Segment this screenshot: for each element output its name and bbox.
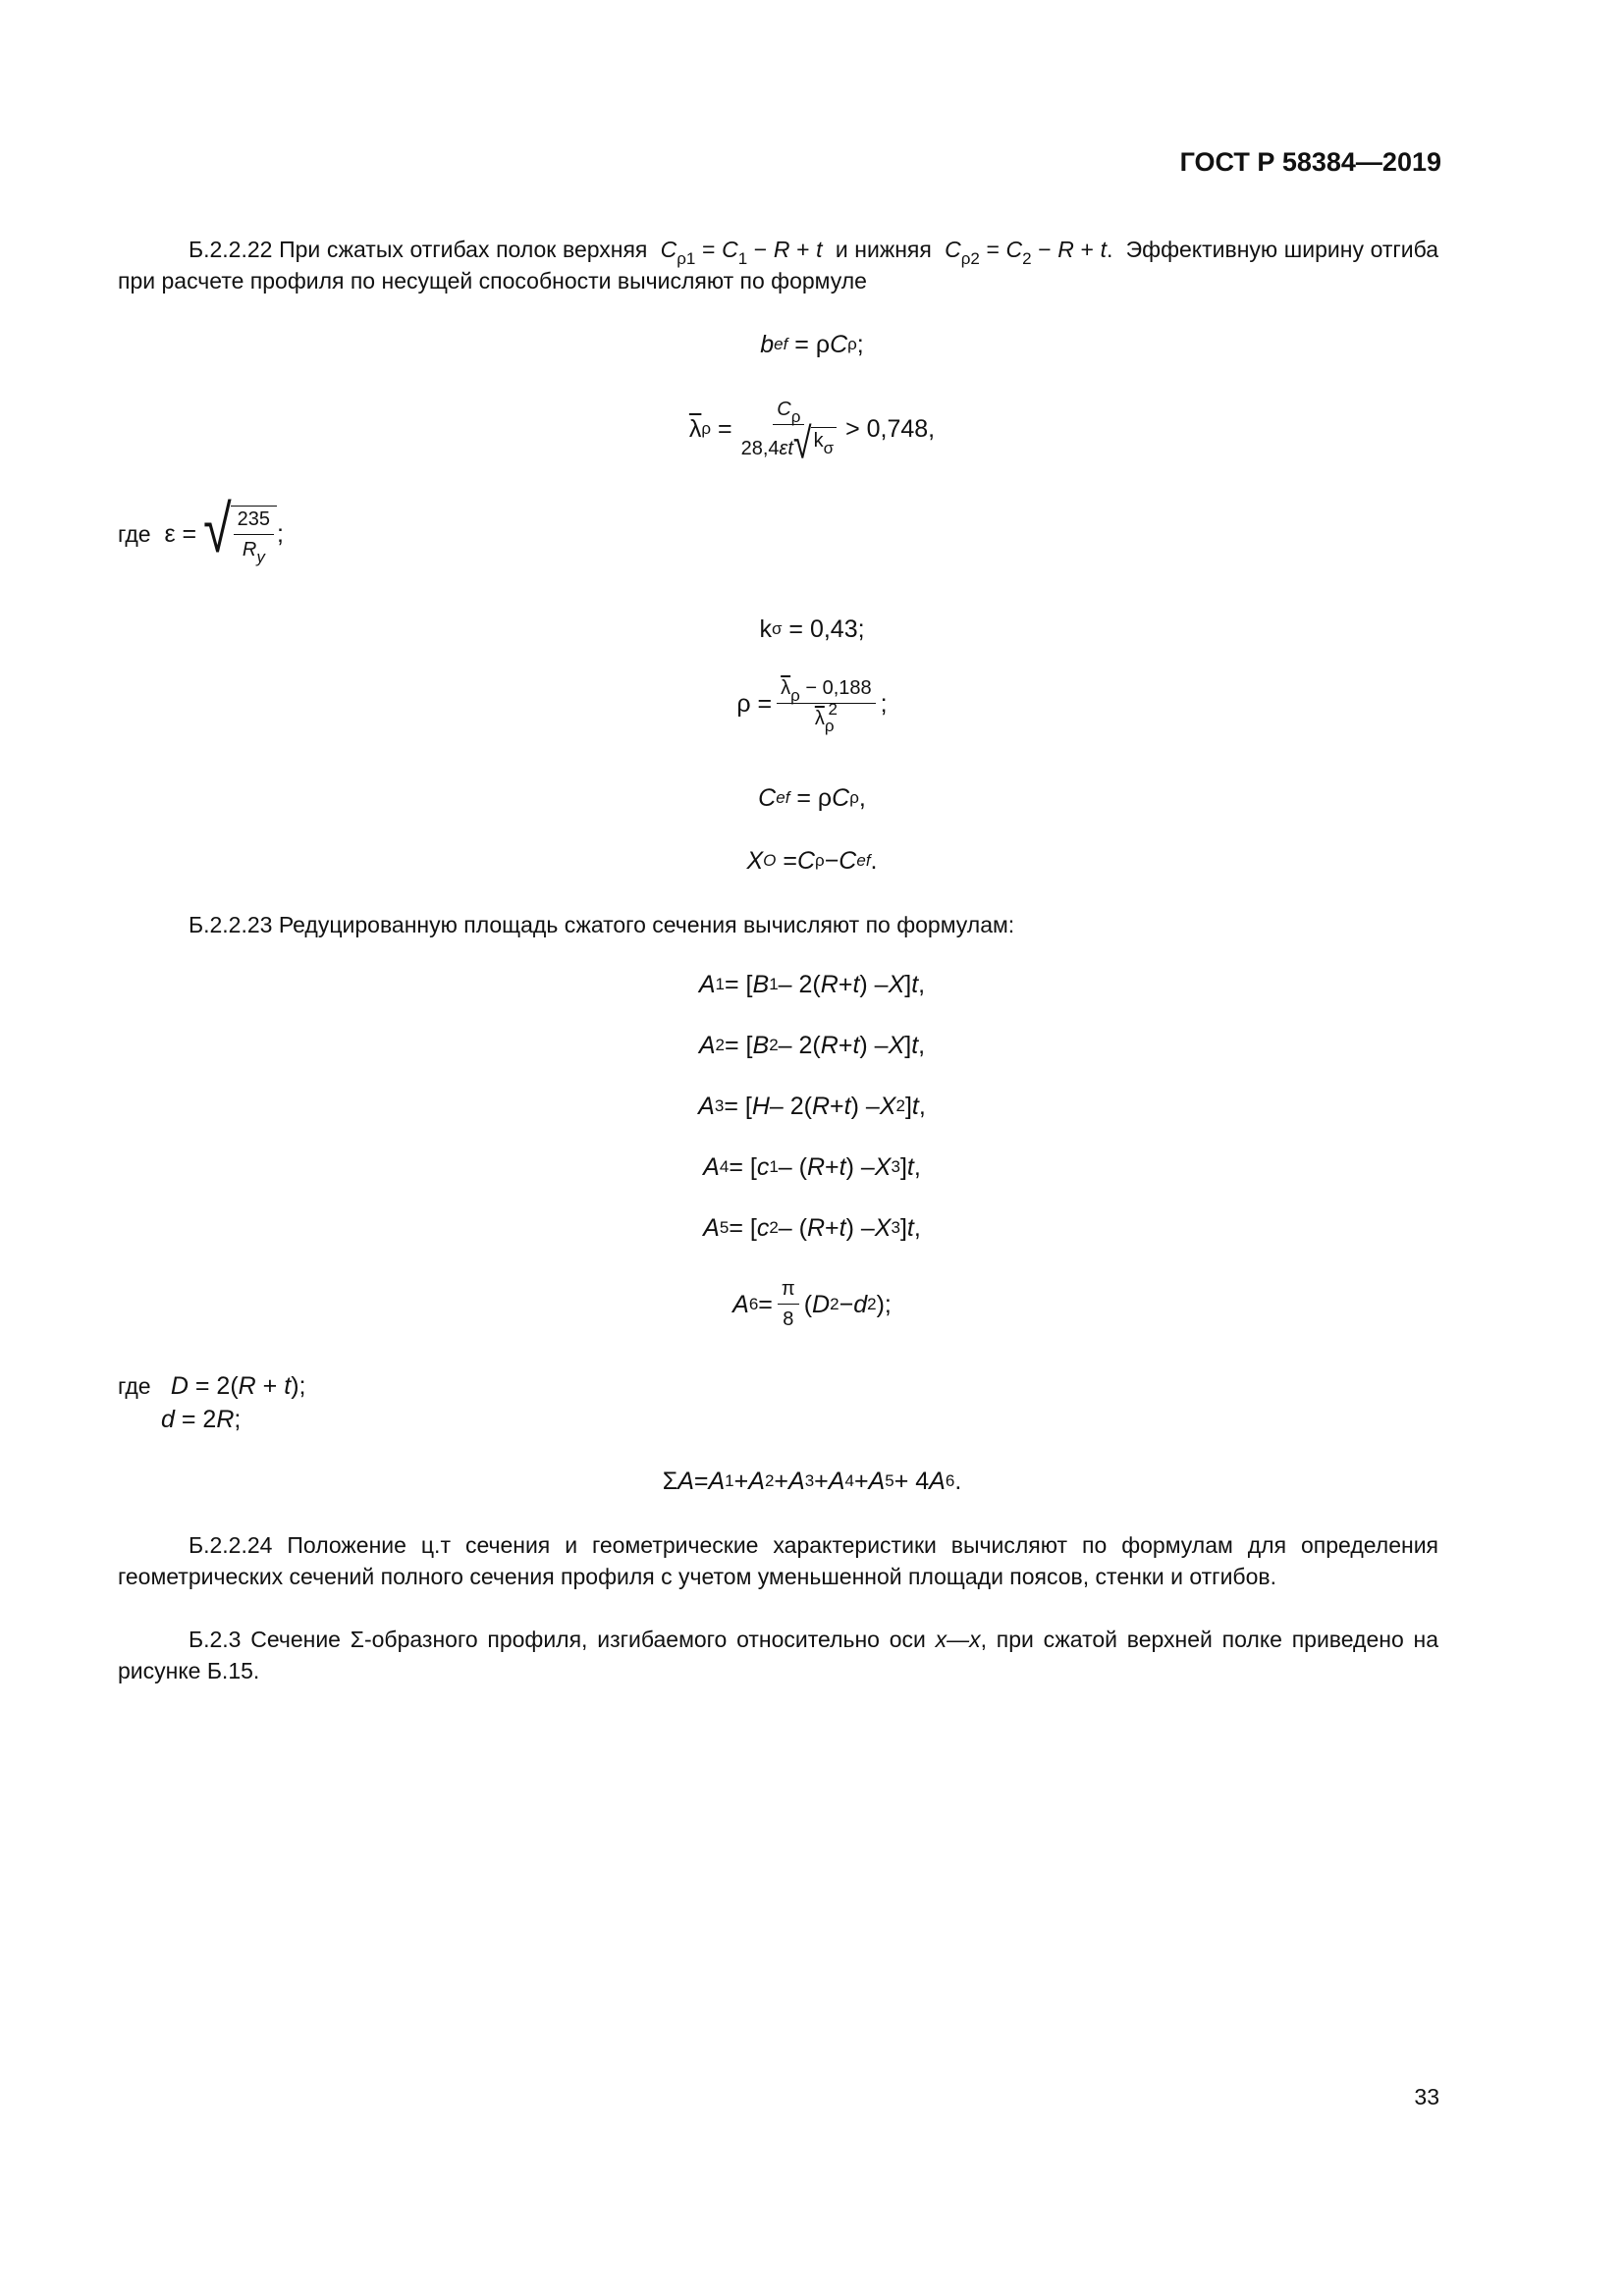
formula-epsilon: где ε = √ $\frac{235}{R_y}$ ; bbox=[118, 493, 284, 567]
formula-d-small: d = 2R; bbox=[161, 1406, 242, 1433]
formula-c-rho2: $C_{\rho 2} = C_2 - R + t$. bbox=[945, 237, 1120, 268]
epsilon-numerator: 235 bbox=[234, 507, 274, 535]
formula-rho: ρ = $\frac{\overline{\lambda}_\rho - 0,188}{\overline{\lambda}_\rho^2}$ ; bbox=[736, 677, 888, 735]
formula-b-ef: b ef = ρ C ρ ; bbox=[760, 331, 864, 358]
formula-a3: A 3 = [ H – 2( R + t ) – X 2 ] t , bbox=[698, 1093, 926, 1120]
formula-k-sigma: k σ = 0,43 ; bbox=[0, 613, 1624, 646]
clause-text-3: Эффективную ширину отгиба при расчете профиля по несущей способности вычисляют по формуле bbox=[118, 237, 1439, 294]
rho-constant: 0,188 bbox=[822, 677, 872, 699]
paragraph-b2222 bbox=[118, 234, 1438, 296]
formula-a5: A 5 = [ c 2 – ( R + t ) – X 3 ] t , bbox=[703, 1214, 921, 1242]
formula-sum-a: Σ A = A 1 + A 2 + A 3 + A 4 + A 5 + 4 A 6 . bbox=[662, 1468, 962, 1495]
clause-number: Б.2.2.22 bbox=[189, 237, 273, 262]
formula-c-ef: C ef = ρ C ρ , bbox=[758, 784, 866, 812]
axis-label: x—x bbox=[935, 1627, 981, 1652]
page-number: 33 bbox=[1414, 2084, 1439, 2109]
where-label-2: где bbox=[118, 1373, 151, 1399]
clause-b23-text-2: , при сжатой верхней полке приведено на рисунке Б.15. bbox=[118, 1627, 1438, 1683]
clause-text-1: При сжатых отгибах полок верхняя bbox=[279, 237, 648, 262]
paragraph-b2224: Б.2.2.24 Положение ц.т сечения и геометрические характеристики вычисляют по формулам для определения геометрических сечений полного сечения профиля с учетом уменьшенной площади поясов, стенки и отгибов. bbox=[118, 1532, 1438, 1589]
k-sigma-value: 0,43 bbox=[809, 615, 858, 643]
formula-a4: A 4 = [ c 1 – ( R + t ) – X 3 ] t , bbox=[703, 1153, 921, 1181]
formula-d-diameter: где D = 2(R + t); bbox=[118, 1372, 306, 1400]
lambda-limit: 0,748 bbox=[866, 415, 929, 443]
lambda-coefficient: 28,4 bbox=[740, 438, 780, 459]
formula-c-rho1: $C_{\rho 1} = C_1 - R + t$ bbox=[660, 237, 823, 268]
formula-a1: A 1 = [ B 1 – 2( R + t ) – X ] t , bbox=[698, 971, 926, 998]
formula-lambda-rho: $\overline{\lambda}$ ρ = $C_\rho$ 28,4εt √ $k_\sigma$ > 0,748 , bbox=[688, 399, 936, 468]
formula-a2: A 2 = [ B 2 – 2( R + t ) – X ] t , bbox=[698, 1032, 926, 1059]
formula-x-o: X O = C ρ − C ef . bbox=[746, 847, 878, 875]
clause-b23-text-1: Б.2.3 Сечение Σ-образного профиля, изгибаемого относительно оси bbox=[189, 1627, 926, 1652]
where-label-1: где bbox=[118, 521, 151, 547]
formula-a6: A 6 = $\frac{\pi}{8}$ ( D 2 − d 2 ); bbox=[732, 1278, 892, 1330]
document-id: ГОСТ Р 58384—2019 bbox=[1179, 147, 1441, 177]
clause-text-2: и нижняя bbox=[835, 237, 932, 262]
paragraph-b23 bbox=[118, 1624, 1438, 1686]
paragraph-b2223: Б.2.2.23 Редуцированную площадь сжатого сечения вычисляют по формулам: bbox=[189, 912, 1015, 937]
